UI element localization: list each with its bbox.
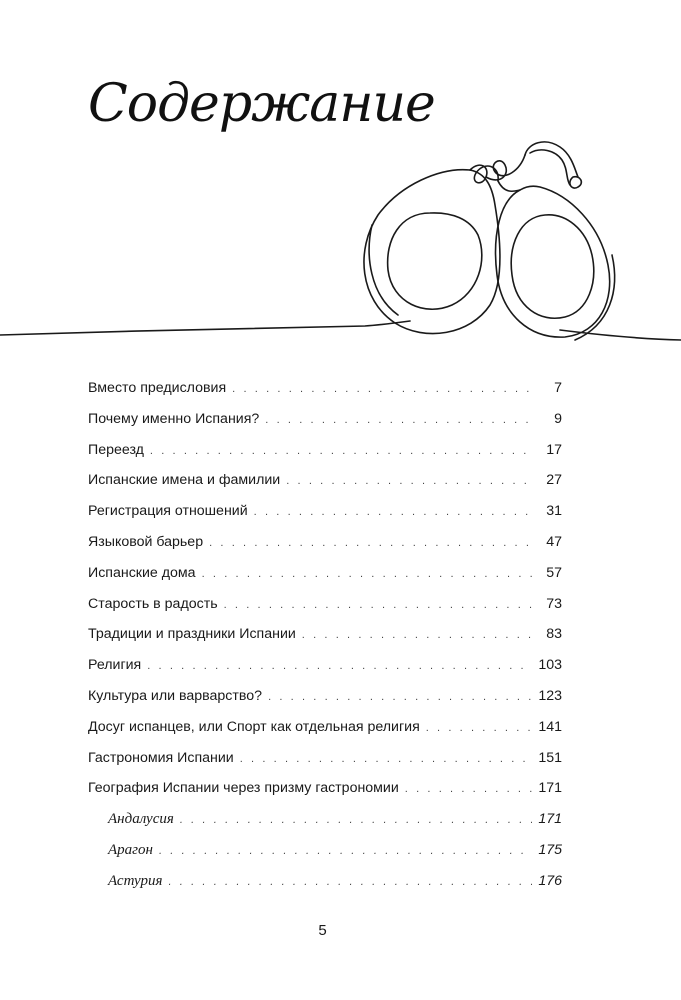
toc-entry-page: 83: [546, 626, 562, 643]
toc-entry-page: 17: [546, 441, 562, 458]
toc-subentry-page: 171: [538, 811, 562, 828]
dot-leader: [224, 599, 534, 611]
toc-subentry-page: 176: [538, 872, 562, 889]
toc-entry-title: Испанские дома: [88, 564, 196, 581]
dot-leader: [405, 783, 533, 795]
toc-entry-page: 47: [546, 533, 562, 550]
toc-subentry-page: 175: [538, 841, 562, 858]
dot-leader: [268, 691, 532, 703]
toc-entry-page: 73: [546, 595, 562, 612]
table-of-contents: [88, 380, 562, 904]
dot-leader: [159, 845, 532, 857]
toc-entry-page: 171: [538, 780, 562, 797]
toc-entry: [88, 503, 562, 534]
dot-leader: [180, 814, 533, 826]
toc-entry: [88, 657, 562, 688]
dot-leader: [265, 414, 534, 426]
toc-entry-page: 151: [538, 749, 562, 766]
toc-entry: [88, 688, 562, 719]
toc-entry-title: Испанские имена и фамилии: [88, 472, 281, 489]
toc-entry-page: 141: [538, 718, 562, 735]
toc-subentry-title: Арагон: [108, 841, 153, 858]
toc-subentry-title: Астурия: [108, 872, 163, 889]
dot-leader: [254, 506, 534, 518]
toc-entry-title: Культура или варварство?: [88, 687, 263, 704]
page-title: Содержание: [88, 74, 435, 134]
toc-subentry: [88, 873, 562, 904]
toc-entry-title: Гастрономия Испании: [88, 749, 234, 766]
toc-entry-page: 123: [538, 687, 562, 704]
toc-subentry-title: Андалусия: [108, 811, 174, 828]
toc-subentry: [88, 842, 562, 873]
toc-entry: [88, 780, 562, 811]
toc-entry-page: 31: [546, 503, 562, 520]
dot-leader: [169, 876, 533, 888]
toc-entry-title: Традиции и праздники Испании: [88, 626, 296, 643]
toc-entry: [88, 534, 562, 565]
toc-entry: [88, 596, 562, 627]
toc-entry-title: Религия: [88, 657, 142, 674]
toc-entry: [88, 626, 562, 657]
page-number: 5: [318, 922, 327, 939]
toc-entry: [88, 565, 562, 596]
dot-leader: [286, 475, 534, 487]
toc-entry-title: География Испании через призму гастрономии: [88, 780, 399, 797]
toc-entry: [88, 719, 562, 750]
castanets-icon: [0, 125, 681, 355]
toc-entry: [88, 750, 562, 781]
toc-entry-title: Старость в радость: [88, 595, 218, 612]
dot-leader: [240, 753, 533, 765]
toc-entry-page: 57: [546, 564, 562, 581]
toc-entry: [88, 472, 562, 503]
toc-entry: [88, 380, 562, 411]
toc-entry-page: 7: [554, 380, 562, 396]
toc-entry-title: Вместо предисловия: [88, 380, 227, 396]
dot-leader: [147, 660, 532, 672]
toc-entry-title: Регистрация отношений: [88, 503, 248, 520]
toc-subentry: [88, 811, 562, 842]
toc-entry-page: 9: [554, 410, 562, 427]
dot-leader: [232, 383, 534, 395]
dot-leader: [202, 568, 534, 580]
toc-entry: [88, 442, 562, 473]
toc-entry-page: 27: [546, 472, 562, 489]
dot-leader: [302, 629, 534, 641]
dot-leader: [209, 537, 534, 549]
toc-entry-title: Языковой барьер: [88, 533, 204, 550]
dot-leader: [150, 445, 534, 457]
dot-leader: [426, 722, 533, 734]
toc-entry-title: Переезд: [88, 441, 144, 458]
toc-entry-title: Досуг испанцев, или Спорт как отдельная религия: [88, 718, 420, 735]
toc-entry-page: 103: [538, 657, 562, 674]
toc-entry: [88, 411, 562, 442]
toc-entry-title: Почему именно Испания?: [88, 410, 260, 427]
